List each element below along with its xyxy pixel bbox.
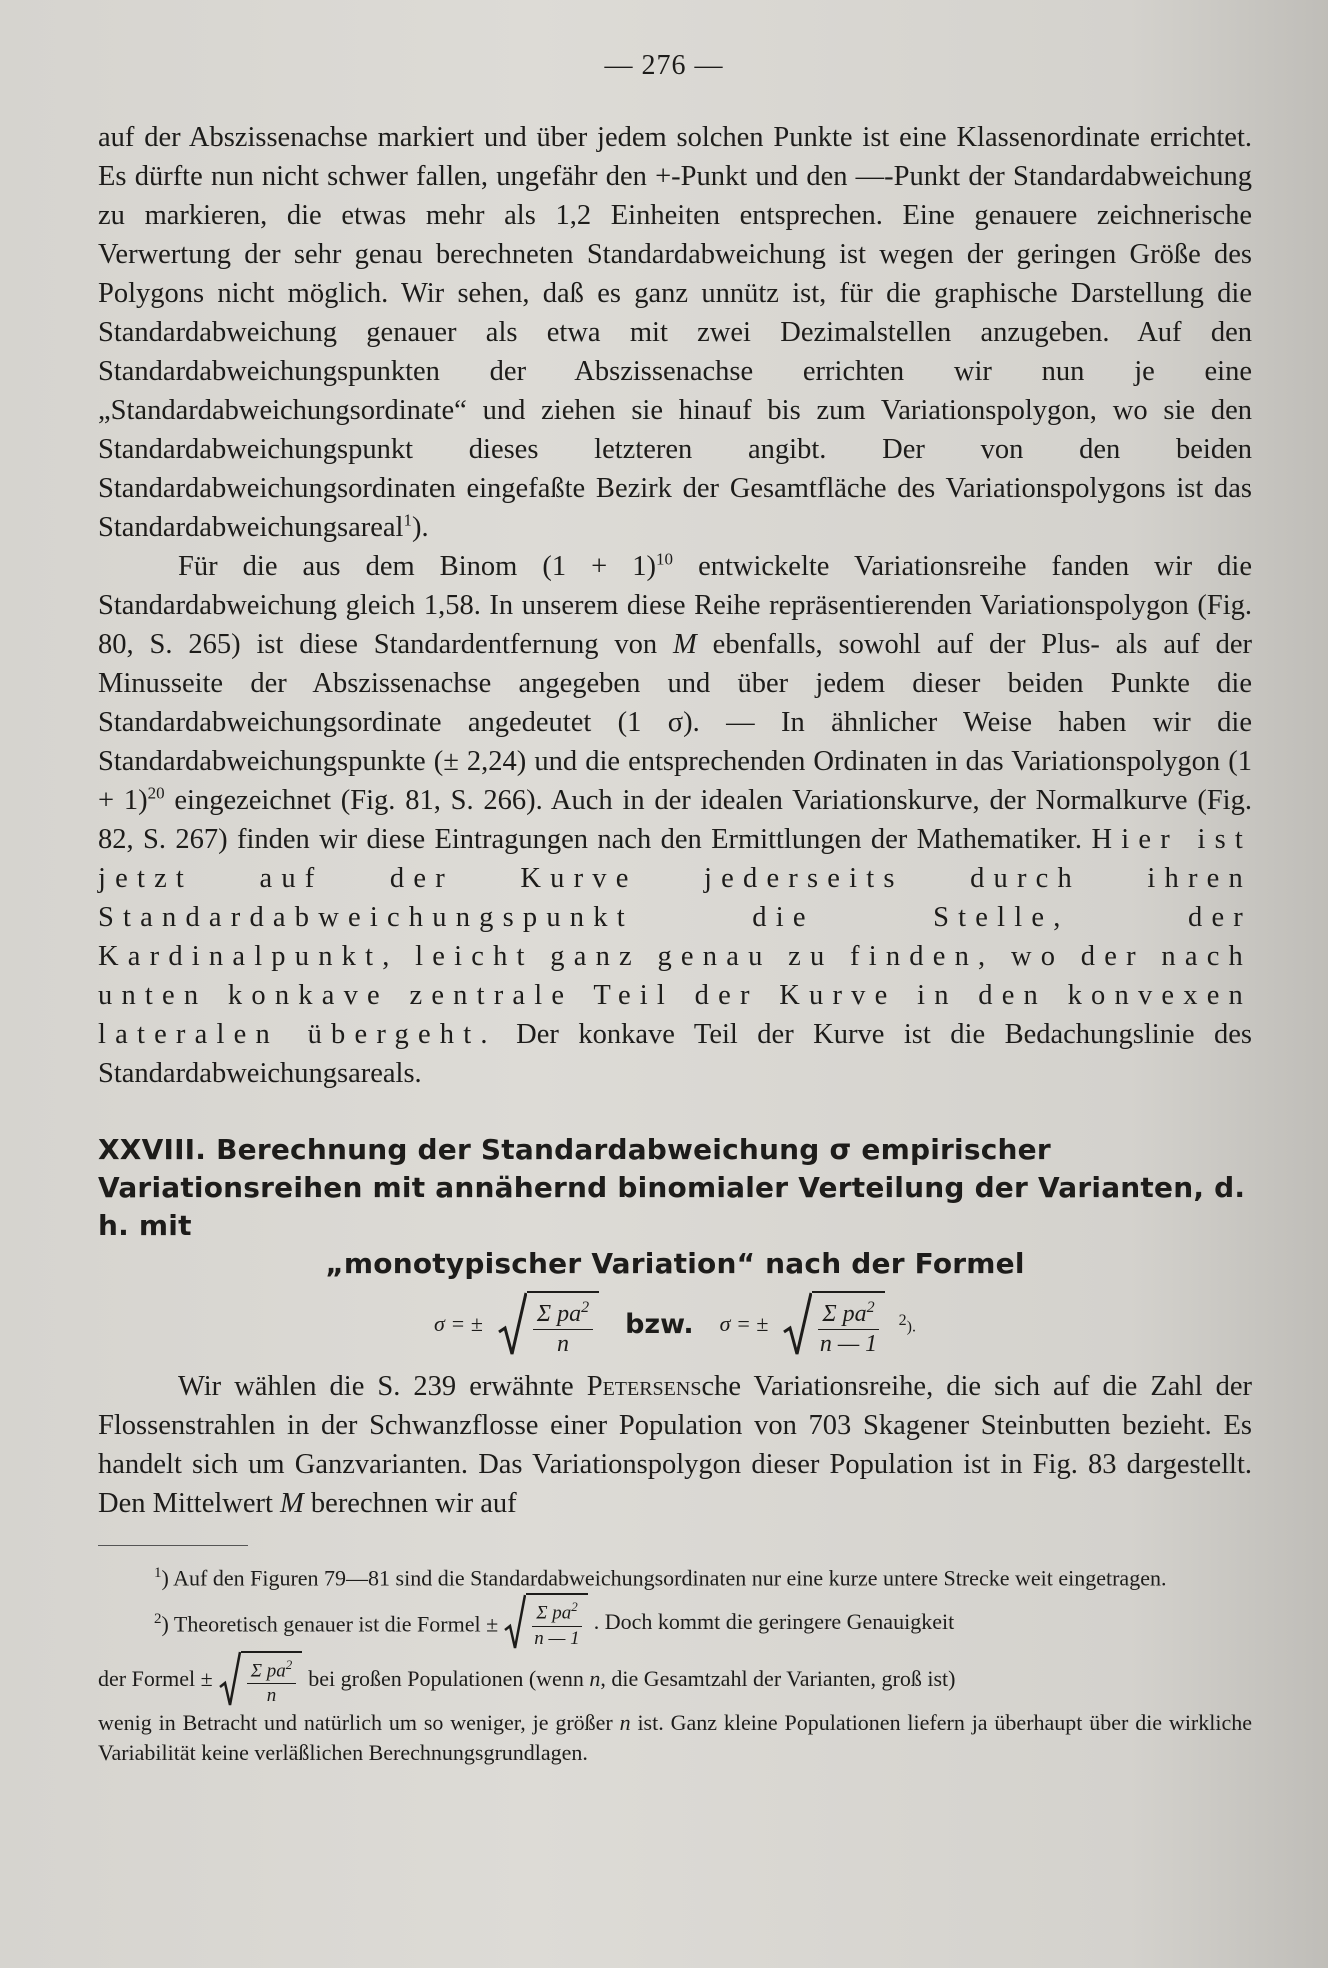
footnote-formula-1: $\frac{\Sigma pa^2}{n — 1}$	[504, 1593, 588, 1650]
footnote-divider	[98, 1545, 248, 1546]
radical-sign-icon	[219, 1651, 241, 1707]
section-heading: XXVIII. Berechnung der Standardabweichung σ empirischer Variationsreihen mit annähernd binomialer Verteilung der Varianten, d. h. mit „monotypischer Variation“ nach der Formel	[98, 1133, 1246, 1280]
radical-sign-icon	[504, 1594, 526, 1650]
square-root-1: $\frac{\Sigma pa^2}{n}$	[497, 1291, 599, 1358]
spaced-emphasis: Hier ist jetzt auf der Kurve jederseits durch ihren Standardabweichungspunkt die Stelle, der Kardinalpunkt, leicht ganz genau zu finden, wo der nach unten konkave zentrale Teil der Kurve in den konvexen lateralen übergeht.	[98, 824, 1253, 1050]
formula: σ = ± $\frac{\Sigma pa^2}{n}$ bzw. σ = ± $\frac{\Sigma pa^2}{n — 1}$ 2).	[98, 1287, 1252, 1361]
radical-sign-icon	[497, 1292, 527, 1356]
footnote-2-line-2: der Formel ± $\frac{\Sigma pa^2}{n}$ bei großen Populationen (wenn n, die Gesamtzahl der Varianten, groß ist)	[98, 1651, 1252, 1708]
paragraph-1: auf der Abszissenachse markiert und über jedem solchen Punkte ist eine Klassenordinate errichtet. Es dürfte nun nicht schwer fallen, ungefähr den +-Punkt und den —-Punkt der Standardabweichung zu markieren, die etwas mehr als 1,2 Einheiten entsprechen. Eine genauere zeichnerische Verwertung der sehr genau berechneten Standardabweichung ist wegen der geringen Größe des Polygons nicht möglich. Wir sehen, daß es ganz unnütz ist, für die graphische Darstellung die Standardabweichung genauer als etwa mit zwei Dezimalstellen anzugeben. Auf den Standardabweichungspunkten der Abszissenachse errichten wir nun je eine „Standardabweichungsordinate“ und ziehen sie hinauf bis zum Variationspolygon, wo sie den Standardabweichungspunkt dieses letzteren angibt. Der von den beiden Standardabweichungsordinaten eingefaßte Bezirk der Gesamtfläche des Variationspolygons ist das Standardabweichungsareal$^1$).	[98, 122, 1252, 543]
page-number: — 276 —	[604, 50, 724, 81]
footnote-1: $^1$) Auf den Figuren 79—81 sind die Standardabweichungsordinaten nur eine kurze untere Strecke weit eingetragen.	[154, 1565, 1167, 1591]
paragraph-3: Wir wählen die S. 239 erwähnte Petersensche Variationsreihe, die sich auf die Zahl der Flossenstrahlen in der Schwanzflosse einer Population von 703 Skagener Steinbutten bezieht. Es handelt sich um Ganzvarianten. Das Variationspolygon dieser Population ist in Fig. 83 dargestellt. Den Mittelwert M berechnen wir auf	[98, 1371, 1253, 1519]
footnote-formula-2: $\frac{\Sigma pa^2}{n}$	[219, 1651, 303, 1708]
paragraph-2: Für die aus dem Binom $(1 + 1)^{10}$ entwickelte Variationsreihe fanden wir die Standardabweichung gleich 1,58. In unserem diese Reihe repräsentierenden Variationspolygon (Fig. 80, S. 265) ist diese Standardentfernung von M ebenfalls, sowohl auf der Plus- als auf der Minusseite der Abszissenachse angegeben und über jedem dieser beiden Punkte die Standardabweichungsordinate angedeutet (1 σ). — In ähnlicher Weise haben wir die Standardabweichungspunkte (± 2,24) und die entsprechenden Ordinaten in das Variationspolygon $(1 + 1)^{20}$ eingezeichnet (Fig. 81, S. 266). Auch in der idealen Variationskurve, der Normalkurve (Fig. 82, S. 267) finden wir diese Eintragungen nach den Ermittlungen der Mathematiker. Hier ist jetzt auf der Kurve jederseits durch ihren Standardabweichungspunkt die Stelle, der Kardinalpunkt, leicht ganz genau zu finden, wo der nach unten konkave zentrale Teil der Kurve in den konvexen lateralen übergeht. Der konkave Teil der Kurve ist die Bedachungslinie des Standardabweichungsareals.	[98, 549, 1253, 1089]
footnote-2-line-1: $^2$) Theoretisch genauer ist die Formel ± $\frac{\Sigma pa^2}{n — 1}$ . Doch kommt die geringere Genauigkeit	[98, 1593, 1252, 1650]
radical-sign-icon	[782, 1292, 812, 1356]
square-root-2: $\frac{\Sigma pa^2}{n — 1}$	[782, 1291, 884, 1358]
footnote-2-line-3: wenig in Betracht und natürlich um so weniger, je größer n ist. Ganz kleine Populationen liefern ja überhaupt über die wirkliche Variabilität keine verläßlichen Berechnungsgrundlagen.	[98, 1709, 1253, 1765]
footnote-ref-1: 1	[403, 510, 412, 530]
